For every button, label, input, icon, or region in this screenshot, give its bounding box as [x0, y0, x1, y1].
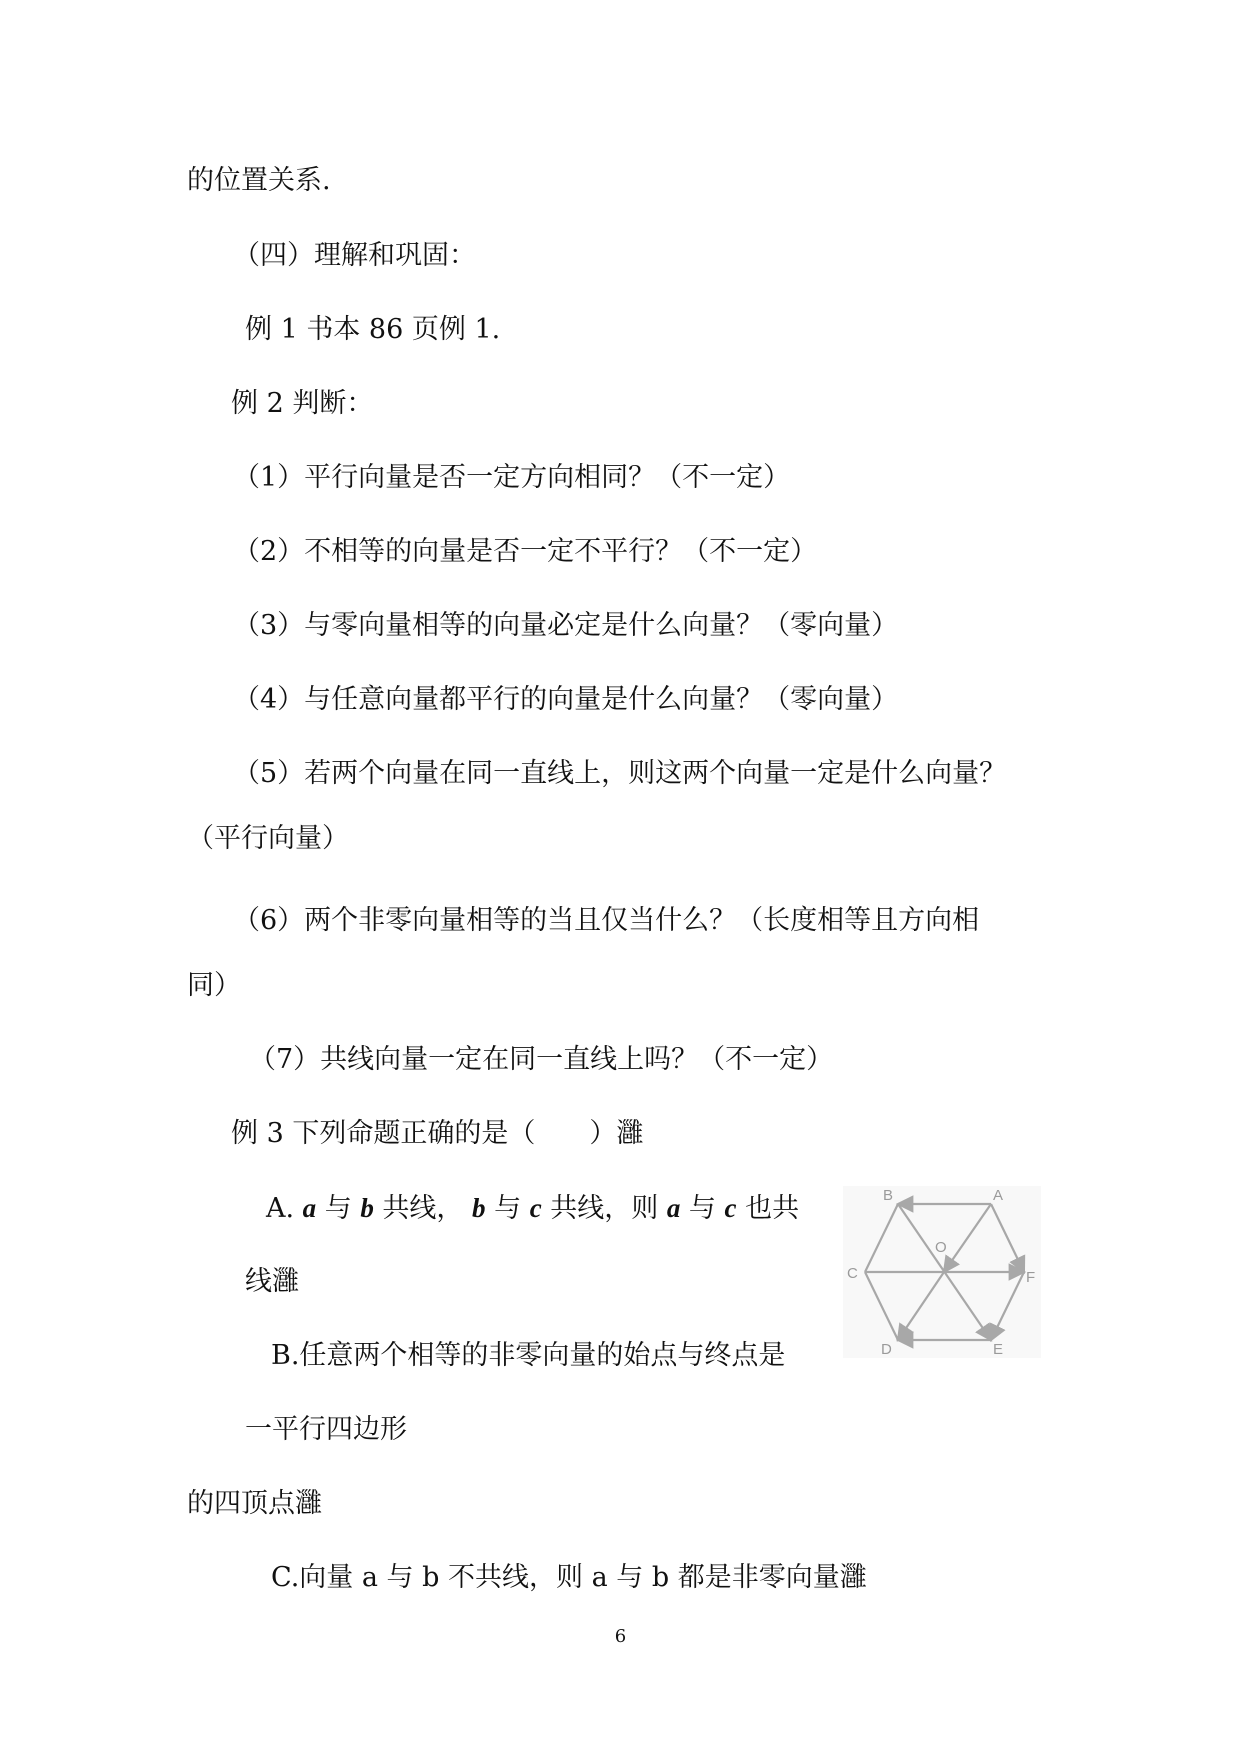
example-2-heading: 例 2 判断：	[231, 388, 374, 419]
option-a-prefix: A.	[266, 1193, 303, 1224]
option-a-text: 与	[485, 1193, 530, 1224]
question-2: （2）不相等的向量是否一定不平行？（不一定）	[233, 536, 818, 567]
label-c: C	[847, 1265, 858, 1282]
vector-o-to-d	[898, 1272, 944, 1340]
question-1: （1）平行向量是否一定方向相同？（不一定）	[233, 462, 791, 493]
text-line-1: 的位置关系.	[187, 165, 331, 196]
hexagon-diagram	[843, 1186, 1041, 1358]
option-a-text: 共线，则	[541, 1193, 667, 1224]
question-4: （4）与任意向量都平行的向量是什么向量？（零向量）	[233, 684, 899, 715]
vector-c-to-d	[865, 1272, 898, 1340]
answer-6-cont: 同）	[187, 970, 241, 1001]
question-3: （3）与零向量相等的向量必定是什么向量？（零向量）	[233, 610, 899, 641]
hexagon-figure	[843, 1186, 1041, 1358]
option-a-text: 与	[316, 1193, 361, 1224]
question-5: （5）若两个向量在同一直线上，则这两个向量一定是什么向量？	[233, 758, 1007, 789]
example-3-heading: 例 3 下列命题正确的是（ ）灉	[231, 1118, 644, 1149]
option-a-text: 也共	[736, 1193, 800, 1224]
label-d: D	[881, 1341, 892, 1358]
option-b-cont-2: 的四顶点灉	[187, 1488, 322, 1519]
option-a-text: 与	[680, 1193, 725, 1224]
option-c	[271, 1561, 867, 1595]
question-7: （7）共线向量一定在同一直线上吗？（不一定）	[249, 1044, 834, 1075]
vector-c: c	[529, 1193, 542, 1223]
option-c-text: C.向量 a 与 b 不共线，则 a 与 b 都是非零向量灉	[271, 1562, 867, 1593]
vector-a: a	[302, 1193, 317, 1223]
vector-c: c	[724, 1193, 737, 1223]
option-a	[266, 1191, 799, 1226]
vector-a-to-o	[944, 1204, 991, 1272]
option-a-text: 共线，	[373, 1193, 473, 1224]
label-a: A	[993, 1187, 1004, 1204]
vector-f-to-e	[991, 1272, 1024, 1340]
question-6: （6）两个非零向量相等的当且仅当什么？（长度相等且方向相	[233, 905, 980, 936]
vector-b: b	[472, 1193, 486, 1223]
option-b: B.任意两个相等的非零向量的始点与终点是	[271, 1340, 786, 1371]
vector-a-to-f	[991, 1204, 1024, 1272]
label-b: B	[883, 1187, 894, 1204]
page-number: 6	[614, 1626, 627, 1647]
answer-5: （平行向量）	[187, 823, 349, 854]
hex-edge-bc	[865, 1204, 898, 1272]
vector-a: a	[666, 1193, 681, 1223]
vector-b: b	[360, 1193, 374, 1223]
section-heading: （四）理解和巩固：	[233, 240, 476, 271]
label-e: E	[993, 1341, 1004, 1358]
option-a-cont: 线灉	[245, 1266, 299, 1297]
example-1: 例 1 书本 86 页例 1.	[245, 314, 501, 345]
option-b-cont: 一平行四边形	[245, 1414, 407, 1445]
label-f: F	[1026, 1269, 1036, 1286]
label-o: O	[935, 1239, 947, 1256]
